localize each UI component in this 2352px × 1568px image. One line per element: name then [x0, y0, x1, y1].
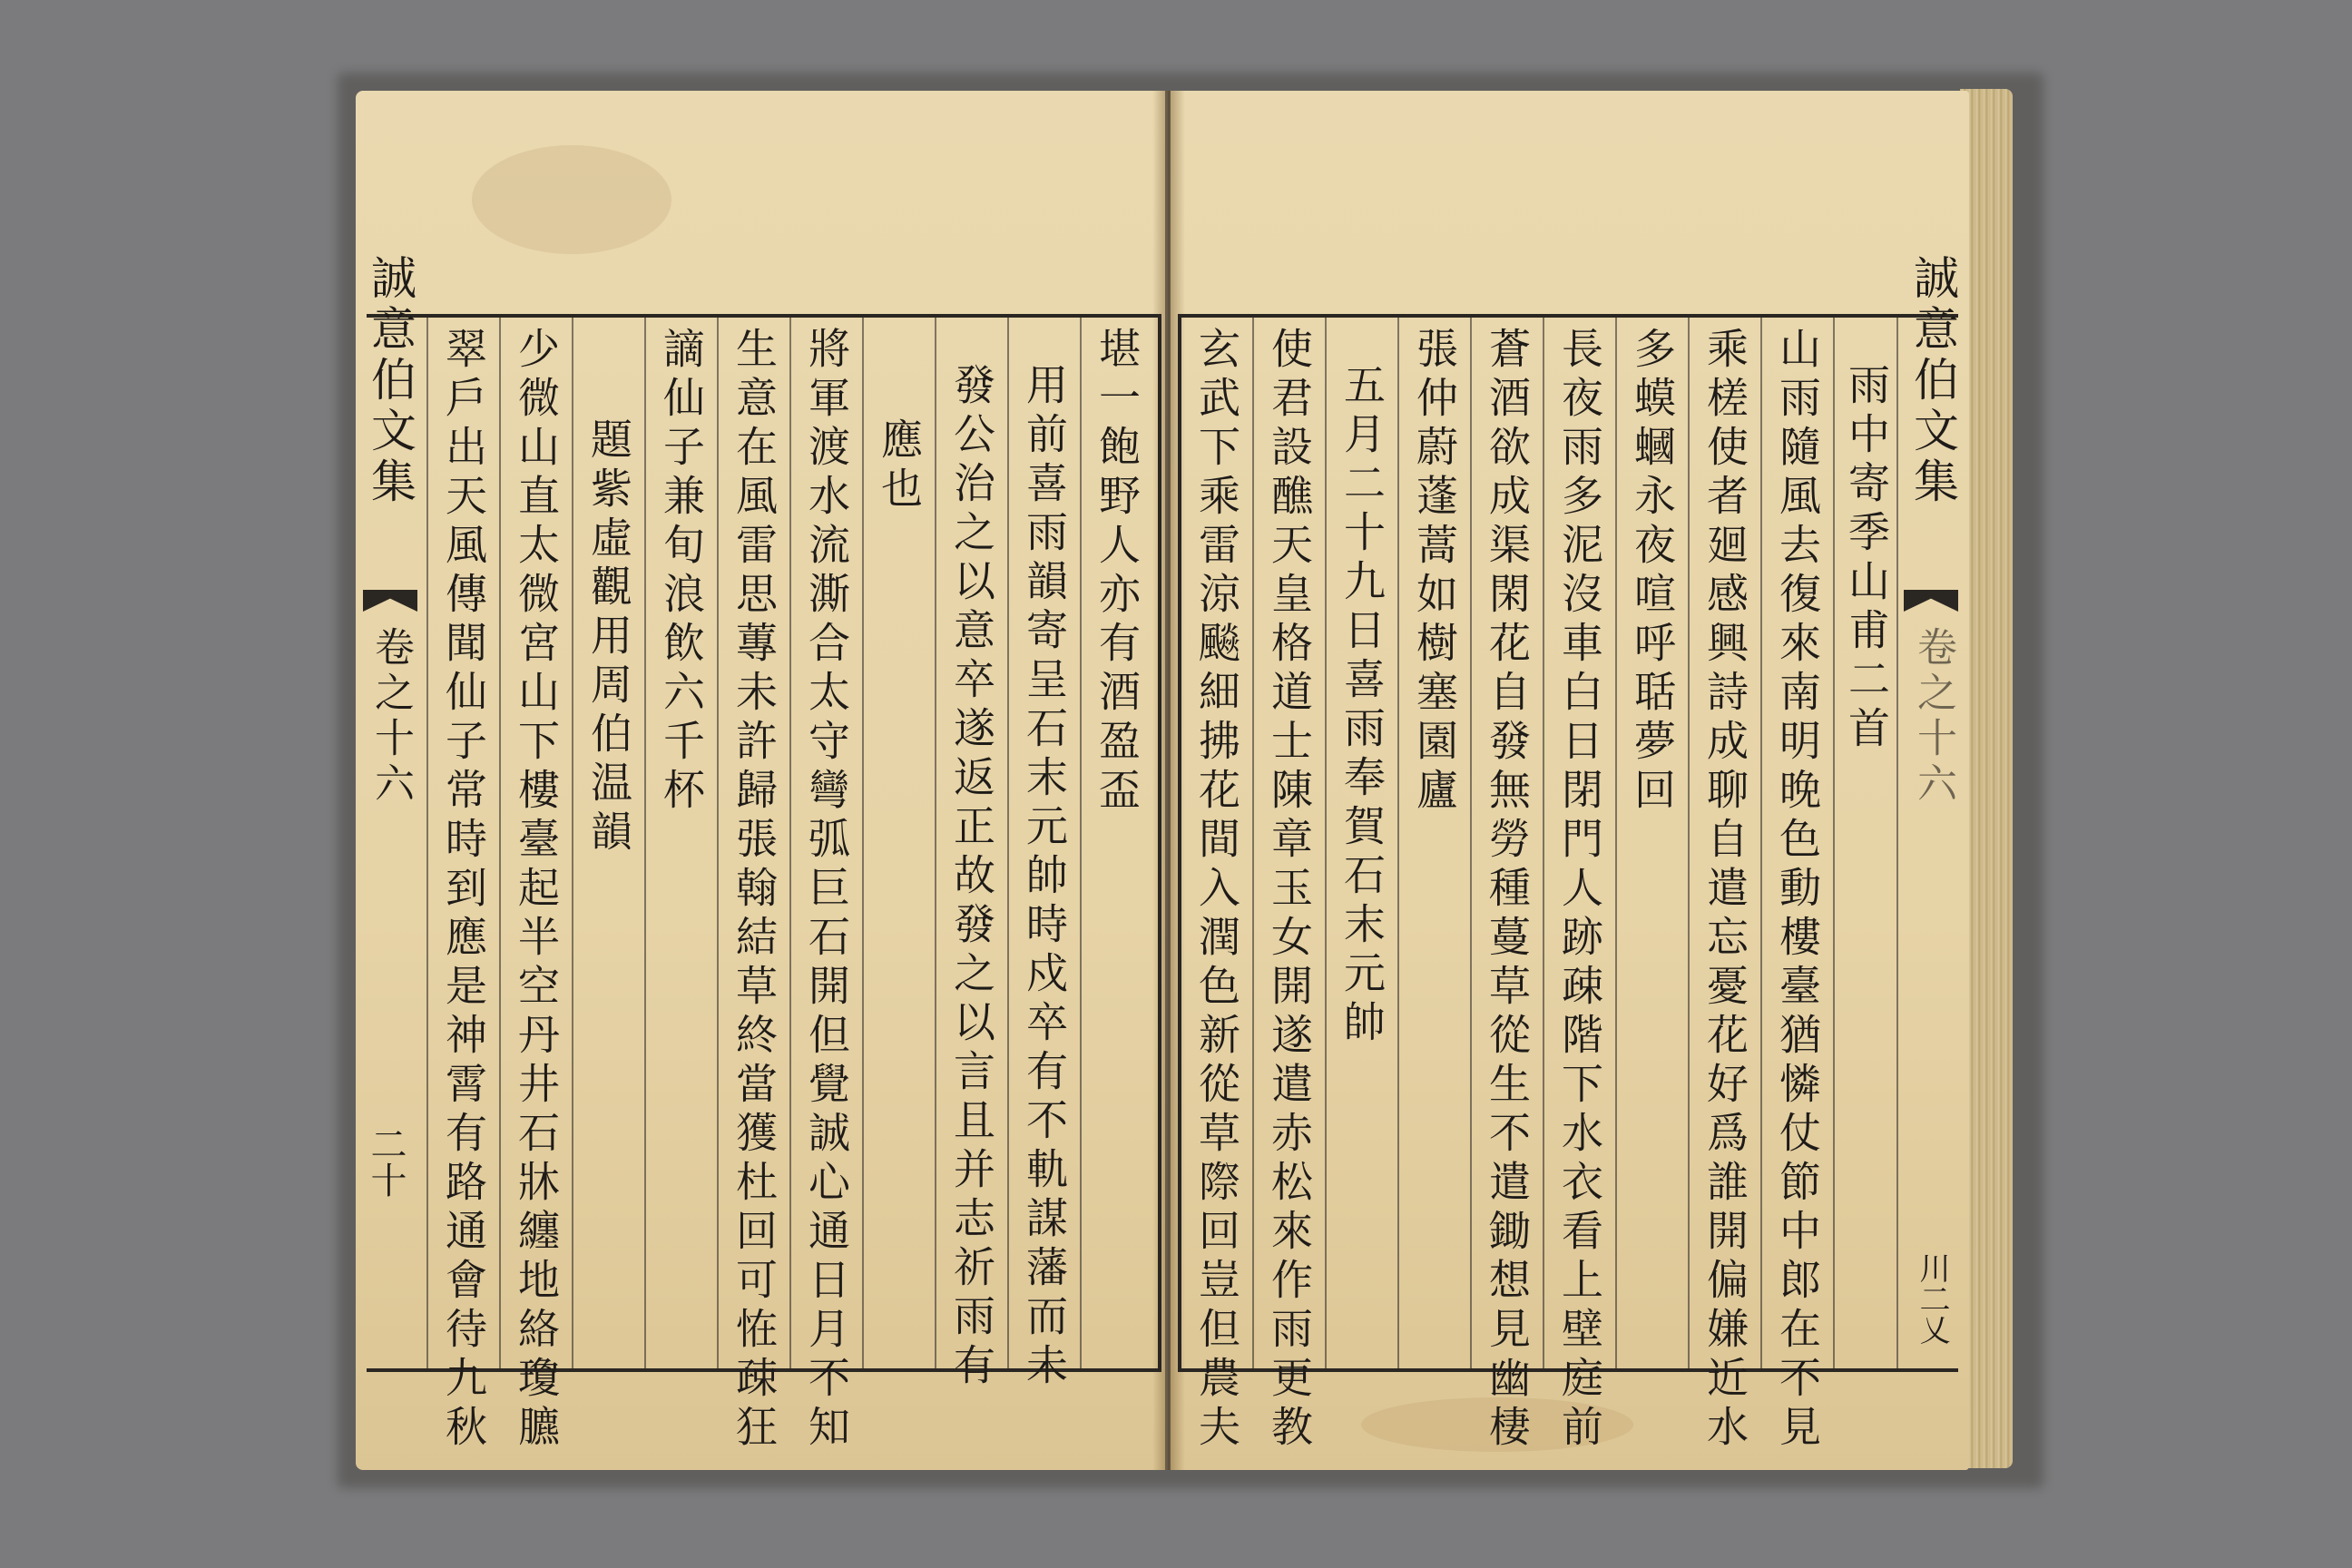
text-column: 蒼酒欲成渠閑花自發無勞種蔓草從生不遣鋤想見幽棲 [1483, 327, 1532, 1454]
column-rule [1833, 318, 1835, 1368]
column-rule [644, 318, 646, 1368]
text-column: 長夜雨多泥沒車白日閉門人跡疎階下水衣看上壁庭前 [1555, 327, 1604, 1454]
column-rule [1080, 318, 1082, 1368]
column-rule [1470, 318, 1472, 1368]
text-column: 將軍渡水流澌合太守彎弧巨石開但覺誠心通日月不知 [802, 327, 851, 1454]
column-rule [426, 318, 428, 1368]
column-rule [1252, 318, 1254, 1368]
column-rule [1325, 318, 1327, 1368]
column-rule [1760, 318, 1762, 1368]
column-rule [862, 318, 864, 1368]
text-column: 翠戶出天風傳聞仙子常時到應是神霄有路通會待九秋 [439, 327, 488, 1454]
text-column: 少微山直太微宮山下樓臺起半空丹井石牀纏地絡瓊臕 [512, 327, 561, 1454]
right-folio: 川二乂 [1914, 1252, 1950, 1345]
text-column: 生意在風雷思蓴未許歸張翰結草終當獲杜回可恠疎狂 [730, 327, 779, 1454]
paper-stain [472, 145, 671, 254]
left-banxin-title: 誠意伯文集 [364, 254, 416, 508]
text-column: 五月二十九日喜雨奉賀石末元帥 [1338, 363, 1387, 1049]
column-rule [1543, 318, 1544, 1368]
column-rule [789, 318, 791, 1368]
text-column: 堪一飽野人亦有酒盈盃 [1093, 327, 1142, 817]
text-column: 用前喜雨韻寄呈石末元帥時戍卒有不軌謀藩而未 [1020, 363, 1069, 1392]
column-rule [717, 318, 719, 1368]
text-column: 張仲蔚蓬蒿如樹塞園廬 [1410, 327, 1459, 817]
column-rule [1896, 318, 1898, 1368]
column-rule [1007, 318, 1009, 1368]
right-banxin-volume: 卷之十六 [1910, 626, 1956, 808]
column-rule [1615, 318, 1617, 1368]
text-column: 乘槎使者廻感興詩成聊自遣忘憂花好爲誰開偏嫌近水 [1700, 327, 1749, 1454]
text-column: 玄武下乘雷涼飈細拂花間入潤色新從草際回豈但農夫 [1192, 327, 1241, 1454]
text-column: 題紫虛觀用周伯温韻 [584, 417, 633, 858]
text-column: 使君設醮天皇格道士陳章玉女開遂遣赤松來作雨更教 [1265, 327, 1314, 1454]
column-rule [572, 318, 573, 1368]
text-column: 應也 [875, 417, 924, 515]
left-folio: 二十 [365, 1125, 407, 1198]
column-rule [1688, 318, 1690, 1368]
column-rule [499, 318, 501, 1368]
text-column: 謫仙子兼旬浪飲六千杯 [657, 327, 706, 817]
left-banxin-volume: 卷之十六 [368, 626, 414, 808]
column-rule [1397, 318, 1399, 1368]
text-column: 山雨隨風去復來南明晚色動樓臺猶憐仗節中郎在不見 [1773, 327, 1822, 1454]
column-rule [935, 318, 936, 1368]
text-column: 多蟆蟈永夜喧呼聒夢回 [1628, 327, 1677, 817]
text-column: 雨中寄季山甫二首 [1842, 363, 1891, 755]
right-banxin-title: 誠意伯文集 [1906, 254, 1959, 508]
text-column: 發公治之以意卒遂返正故發之以言且并志祈雨有 [947, 363, 996, 1392]
